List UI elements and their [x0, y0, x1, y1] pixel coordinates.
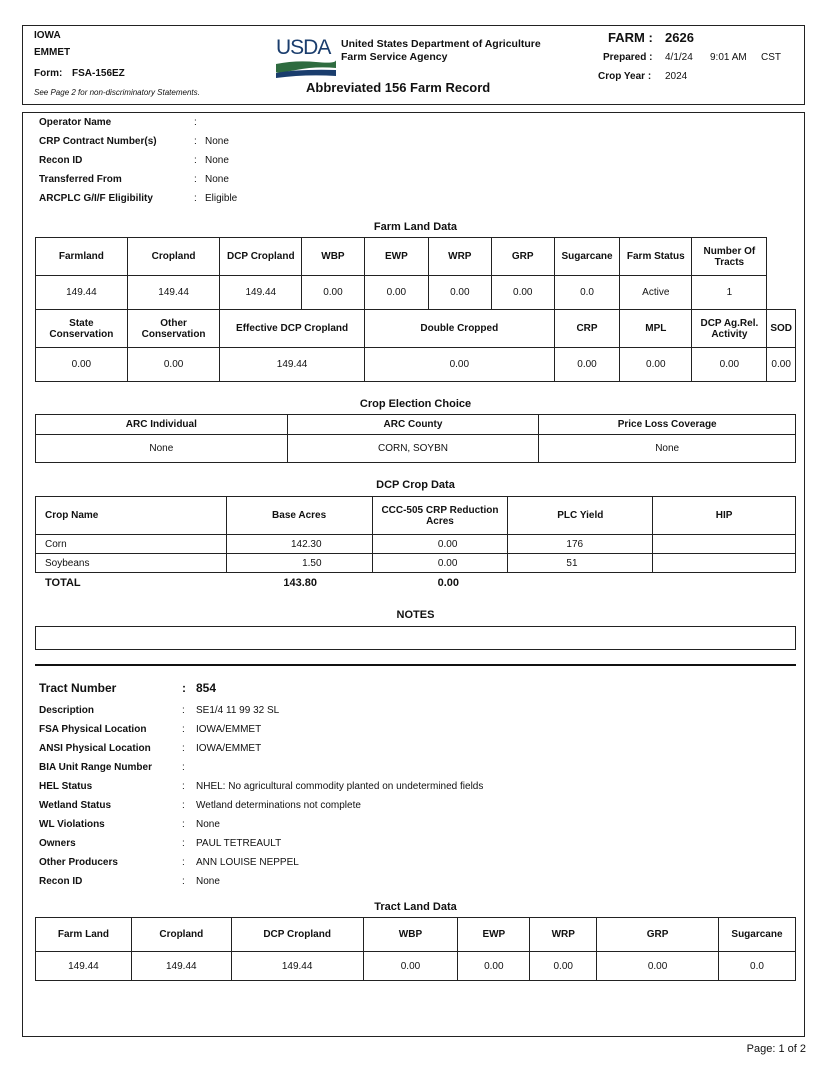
tract-info-row-wl-violations	[39, 819, 739, 833]
tract-info-value: SE1/4 11 99 32 SL	[196, 705, 280, 716]
value-farmland: 149.44	[36, 276, 128, 310]
non-discrimination-note: See Page 2 for non-discriminatory Statements.	[34, 88, 200, 97]
header-mpl: MPL	[620, 310, 692, 348]
farm-info-value: None	[205, 174, 229, 185]
header-grp: GRP	[491, 238, 554, 276]
value-sod: 0.00	[767, 348, 796, 382]
farm-info-label: CRP Contract Number(s)	[39, 136, 157, 147]
tract-info-value: Wetland determinations not complete	[196, 800, 361, 811]
farm-info-row-operator-name	[39, 117, 739, 131]
tract-info-row-description	[39, 705, 739, 719]
tract-land-data-table	[35, 917, 796, 981]
header-state-conservation: State Conservation	[36, 310, 128, 348]
tract-land-data-title: Tract Land Data	[374, 901, 457, 913]
tract-info-value: PAUL TETREAULT	[196, 838, 282, 849]
notes-title: NOTES	[396, 609, 435, 621]
usda-logo	[276, 36, 336, 80]
value-farm-status: Active	[620, 276, 692, 310]
farm-info-value: Eligible	[205, 193, 238, 204]
header-farm-land: Farm Land	[36, 918, 132, 952]
tract-info-row-owners	[39, 838, 739, 852]
tract-info-label: FSA Physical Location	[39, 724, 147, 735]
cell-crop-name: Soybeans	[36, 554, 227, 573]
header-wbp: WBP	[302, 238, 365, 276]
farm-info-row-transferred-from	[39, 174, 739, 188]
value-crp: 0.00	[554, 348, 619, 382]
tract-info-value: None	[196, 876, 220, 887]
form-header	[22, 25, 805, 105]
header-other-conservation: Other Conservation	[127, 310, 220, 348]
header-sugarcane: Sugarcane	[554, 238, 619, 276]
header-crp: CRP	[554, 310, 619, 348]
record-title: Abbreviated 156 Farm Record	[306, 80, 491, 95]
county-name: EMMET	[34, 47, 71, 58]
value-double-cropped: 0.00	[364, 348, 554, 382]
tract-info-label: Recon ID	[39, 876, 83, 887]
value-cropland: 149.44	[131, 952, 231, 981]
value-sugarcane: 0.0	[718, 952, 795, 981]
tract-info-label: BIA Unit Range Number	[39, 762, 152, 773]
header-crop-name: Crop Name	[36, 497, 227, 535]
header-wrp: WRP	[530, 918, 597, 952]
agency-name	[341, 38, 541, 64]
header-ewp: EWP	[458, 918, 530, 952]
value-ewp: 0.00	[458, 952, 530, 981]
crop-year-label: Crop Year :	[598, 71, 652, 82]
crop-election-value-row	[36, 435, 796, 463]
value-wrp: 0.00	[429, 276, 492, 310]
crop-row	[36, 554, 796, 573]
usda-logo-graphic	[276, 36, 336, 80]
form-label: Form:	[34, 68, 63, 79]
tract-number: 854	[196, 681, 217, 695]
crop-row	[36, 535, 796, 554]
tract-info-value: NHEL: No agricultural commodity planted on undetermined fields	[196, 781, 484, 792]
farm-land-data-table	[35, 237, 796, 382]
farm-land-value-row-2	[36, 348, 796, 382]
colon: :	[182, 705, 185, 716]
value-dcp-cropland: 149.44	[231, 952, 363, 981]
cell-crop-name: Corn	[36, 535, 227, 554]
farm-info-value: None	[205, 136, 229, 147]
header-base-acres: Base Acres	[226, 497, 372, 535]
notes-box	[35, 626, 796, 650]
tract-land-header-row	[36, 918, 796, 952]
tract-info-row-wetland-status	[39, 800, 739, 814]
cell-hip	[653, 535, 796, 554]
dcp-total-label: TOTAL	[45, 577, 81, 589]
colon: :	[182, 876, 185, 887]
crop-election-title: Crop Election Choice	[359, 398, 472, 410]
value-grp: 0.00	[597, 952, 719, 981]
header-arc-individual: ARC Individual	[36, 415, 288, 435]
tract-info-value: IOWA/EMMET	[196, 743, 262, 754]
usda-logo-text: USDA	[276, 36, 331, 59]
header-sugarcane: Sugarcane	[718, 918, 795, 952]
dcp-crop-data-title: DCP Crop Data	[376, 479, 455, 491]
form-number: FSA-156EZ	[72, 68, 125, 79]
tract-info-row-fsa-physical-location	[39, 724, 739, 738]
colon: :	[182, 819, 185, 830]
prepared-timezone: CST	[761, 52, 781, 63]
farm-info-label: Recon ID	[39, 155, 83, 166]
cell-ccc-505-crp-reduction-acres: 0.00	[372, 554, 508, 573]
cell-base-acres: 142.30	[226, 535, 372, 554]
crop-election-header-row	[36, 415, 796, 435]
farm-land-header-row-1	[36, 238, 796, 276]
farm-info-label: ARCPLC G/I/F Eligibility	[39, 193, 153, 204]
header-wrp: WRP	[429, 238, 492, 276]
tract-info-label: Owners	[39, 838, 76, 849]
tract-info-label: Other Producers	[39, 857, 118, 868]
value-effective-dcp-cropland: 149.44	[220, 348, 364, 382]
prepared-label: Prepared :	[603, 52, 653, 63]
tract-info-label: Description	[39, 705, 95, 716]
value-wbp: 0.00	[302, 276, 365, 310]
value-dcp-ag-rel-activity: 0.00	[692, 348, 767, 382]
farm-info-label: Transferred From	[39, 174, 122, 185]
dcp-crop-data-table	[35, 496, 796, 573]
colon: :	[182, 743, 185, 754]
farm-info-row-recon-id	[39, 155, 739, 169]
tract-number-label: Tract Number	[39, 681, 117, 695]
header-farmland: Farmland	[36, 238, 128, 276]
cell-base-acres: 1.50	[226, 554, 372, 573]
tract-info-value: ANN LOUISE NEPPEL	[196, 857, 299, 868]
header-ewp: EWP	[364, 238, 428, 276]
colon: :	[182, 762, 185, 773]
colon: :	[182, 857, 185, 868]
header-hip: HIP	[653, 497, 796, 535]
value-number-of-tracts: 1	[692, 276, 767, 310]
value-state-conservation: 0.00	[36, 348, 128, 382]
value-mpl: 0.00	[620, 348, 692, 382]
farm-number: 2626	[665, 30, 694, 45]
header-ccc-505-crp-reduction-acres: CCC-505 CRP Reduction Acres	[372, 497, 508, 535]
tract-info-label: HEL Status	[39, 781, 93, 792]
header-double-cropped: Double Cropped	[364, 310, 554, 348]
header-dcp-ag-rel-activity: DCP Ag.Rel. Activity	[692, 310, 767, 348]
value-arc-individual: None	[36, 435, 288, 463]
tract-number-colon: :	[182, 681, 186, 695]
value-other-conservation: 0.00	[127, 348, 220, 382]
tract-info-label: Wetland Status	[39, 800, 112, 811]
cell-ccc-505-crp-reduction-acres: 0.00	[372, 535, 508, 554]
value-price-loss-coverage: None	[539, 435, 796, 463]
dcp-total-reduction-acres: 0.00	[437, 577, 459, 589]
cell-plc-yield: 176	[508, 535, 653, 554]
tract-info-label: WL Violations	[39, 819, 105, 830]
tract-info-row-other-producers	[39, 857, 739, 871]
header-sod: SOD	[767, 310, 796, 348]
tract-info-row-hel-status	[39, 781, 739, 795]
tract-info-row-ansi-physical-location	[39, 743, 739, 757]
header-dcp-cropland: DCP Cropland	[220, 238, 302, 276]
value-ewp: 0.00	[364, 276, 428, 310]
cell-hip	[653, 554, 796, 573]
crop-year: 2024	[665, 71, 688, 82]
colon: :	[182, 838, 185, 849]
header-cropland: Cropland	[131, 918, 231, 952]
header-effective-dcp-cropland: Effective DCP Cropland	[220, 310, 364, 348]
header-cropland: Cropland	[127, 238, 220, 276]
farm-info-row-arcplc-g-i-f-eligibility	[39, 193, 739, 207]
agency-department: United States Department of Agriculture	[341, 38, 541, 50]
value-cropland: 149.44	[127, 276, 220, 310]
tract-info-row-bia-unit-range-number	[39, 762, 739, 776]
prepared-time: 9:01 AM	[710, 52, 747, 63]
header-price-loss-coverage: Price Loss Coverage	[539, 415, 796, 435]
agency-service: Farm Service Agency	[341, 51, 448, 63]
dcp-total-base-acres: 143.80	[283, 577, 317, 589]
tract-info-value: None	[196, 819, 220, 830]
value-wrp: 0.00	[530, 952, 597, 981]
farm-land-value-row-1	[36, 276, 796, 310]
header-grp: GRP	[597, 918, 719, 952]
colon: :	[194, 155, 197, 166]
farm-info-value: None	[205, 155, 229, 166]
farm-label: FARM :	[608, 30, 653, 45]
header-dcp-cropland: DCP Cropland	[231, 918, 363, 952]
dcp-crop-header-row	[36, 497, 796, 535]
cell-plc-yield: 51	[508, 554, 653, 573]
header-arc-county: ARC County	[287, 415, 539, 435]
state-name: IOWA	[34, 30, 61, 41]
value-wbp: 0.00	[363, 952, 458, 981]
colon: :	[194, 136, 197, 147]
farm-land-header-row-2	[36, 310, 796, 348]
farm-info-row-crp-contract-number-s	[39, 136, 739, 150]
value-dcp-cropland: 149.44	[220, 276, 302, 310]
colon: :	[182, 724, 185, 735]
colon: :	[194, 117, 197, 128]
header-number-of-tracts: Number Of Tracts	[692, 238, 767, 276]
page-number: Page: 1 of 2	[746, 1043, 806, 1055]
tract-info-label: ANSI Physical Location	[39, 743, 151, 754]
section-divider	[35, 664, 796, 666]
prepared-date: 4/1/24	[665, 52, 693, 63]
header-plc-yield: PLC Yield	[508, 497, 653, 535]
tract-land-value-row	[36, 952, 796, 981]
value-grp: 0.00	[491, 276, 554, 310]
header-farm-status: Farm Status	[620, 238, 692, 276]
colon: :	[194, 193, 197, 204]
value-farm-land: 149.44	[36, 952, 132, 981]
colon: :	[194, 174, 197, 185]
farm-land-data-title: Farm Land Data	[373, 221, 458, 233]
crop-election-table	[35, 414, 796, 463]
header-wbp: WBP	[363, 918, 458, 952]
farm-info-label: Operator Name	[39, 117, 112, 128]
colon: :	[182, 781, 185, 792]
value-sugarcane: 0.0	[554, 276, 619, 310]
value-arc-county: CORN, SOYBN	[287, 435, 539, 463]
colon: :	[182, 800, 185, 811]
tract-info-value: IOWA/EMMET	[196, 724, 262, 735]
tract-info-row-recon-id	[39, 876, 739, 890]
